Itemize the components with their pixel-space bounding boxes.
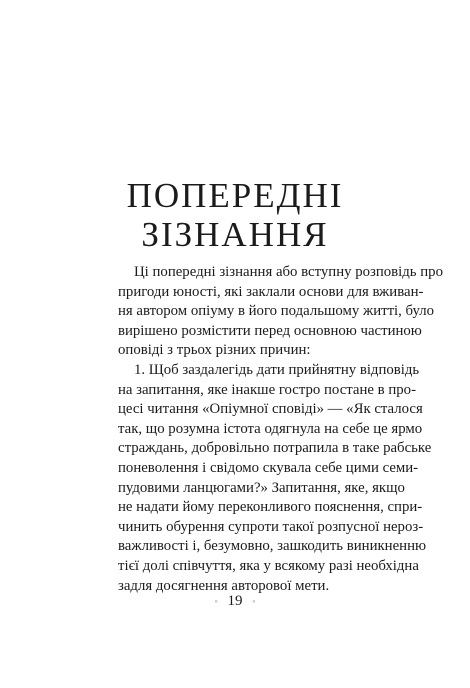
ornament-right-icon: ◦ xyxy=(252,595,256,606)
text-line: оповіді з трьох різних причин: xyxy=(118,342,311,359)
text-line: вирішено розмістити перед основною частиною xyxy=(118,322,422,339)
text-line: тієї долі співчуття, яка у всякому разі необхідна xyxy=(118,557,419,574)
paragraph-reason-1 xyxy=(118,361,432,596)
text-line: ня автором опіуму в його подальшому житті, було xyxy=(118,303,435,320)
text-line: страждань, добровільно потрапила в таке рабське xyxy=(118,440,432,457)
ornament-left-icon: ◦ xyxy=(214,595,218,606)
text-line: чинить обурення супроти такої розпусної нероз- xyxy=(118,518,424,535)
text-line: пудовими ланцюгами?» Запитання, яке, якщо xyxy=(118,479,405,496)
text-line: Ці попередні зізнання або вступну розповідь про xyxy=(134,264,443,280)
chapter-title-line-2: ЗІЗНАННЯ xyxy=(141,215,329,254)
text-line: цесі читання «Опіумної сповіді» — «Як сталося xyxy=(118,401,423,418)
chapter-title-line-1: ПОПЕРЕДНІ xyxy=(126,176,344,215)
chapter-title xyxy=(0,176,470,254)
text-line: на запитання, яке інакше гостро постане в про- xyxy=(118,381,416,398)
page-footer xyxy=(0,590,470,611)
text-line: задля досягнення авторової мети. xyxy=(118,577,330,594)
paragraph-intro xyxy=(118,263,443,361)
text-line: не надати йому переконливого пояснення, спри- xyxy=(118,499,423,516)
body-text xyxy=(118,263,443,596)
text-line: так, що розумна істота одягнула на себе це ярмо xyxy=(118,420,423,437)
text-line: пригоди юності, які заклали основи для вживан- xyxy=(118,283,424,300)
page-number: 19 xyxy=(227,592,243,609)
text-line: поневолення і свідомо скувала себе цими семи- xyxy=(118,459,419,476)
text-line: 1. Щоб заздалегідь дати прийнятну відповідь xyxy=(134,361,420,378)
text-line: важливості і, безумовно, зашкодить виникненню xyxy=(118,538,427,555)
